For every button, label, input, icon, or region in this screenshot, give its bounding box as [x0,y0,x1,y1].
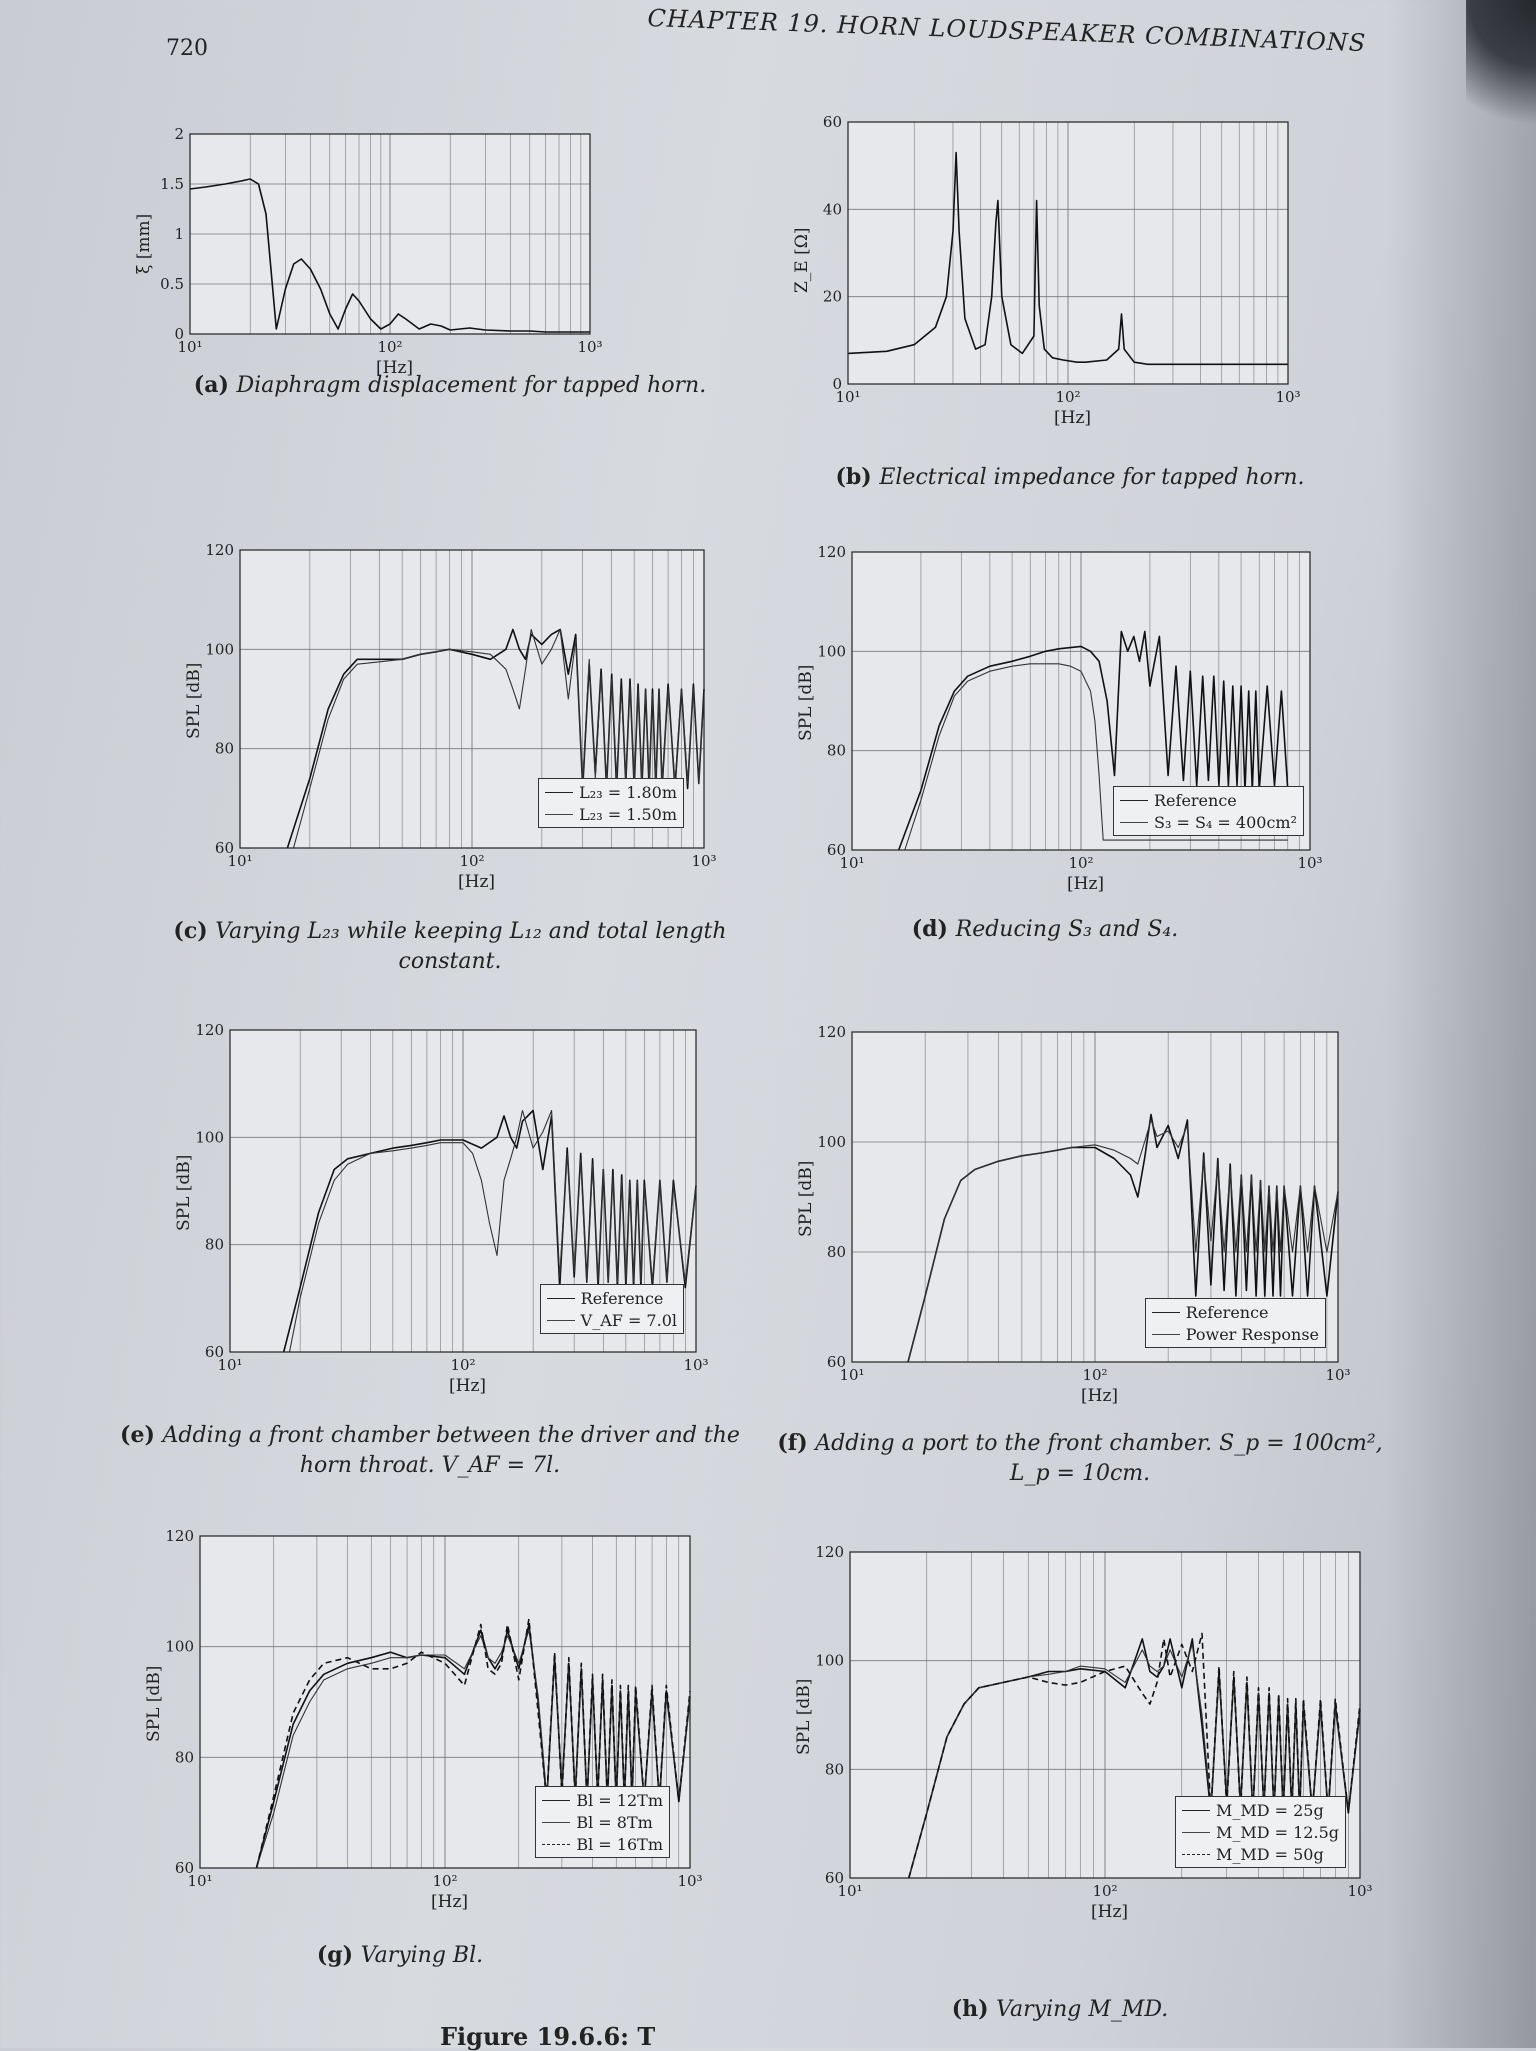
y-tick-label: 120 [817,1023,846,1041]
legend [535,1786,670,1858]
legend-label: M_MD = 25g [1215,1800,1324,1820]
legend [1113,786,1304,836]
x-tick-label: 10³ [1275,388,1301,406]
caption-f [760,1428,1400,1489]
caption-label: (a) [193,372,237,398]
x-tick-label: 10² [1055,388,1081,406]
y-tick-label: 60 [174,1859,194,1877]
y-tick-label: 80 [824,1760,844,1779]
panel-a [134,120,750,520]
x-tick-label: 10³ [683,1356,709,1374]
x-axis-label: [Hz] [1081,1386,1119,1406]
legend-entry [542,1789,663,1811]
legend-entry [545,803,677,825]
legend-entry [1182,1799,1339,1821]
panel-d [760,540,1330,960]
legend-swatch [1182,1854,1210,1855]
y-tick-label: 80 [826,1243,846,1261]
legend-swatch [545,814,573,815]
legend-entry [1182,1821,1339,1843]
y-axis-label: SPL [dB] [796,1160,816,1237]
y-tick-label: 60 [214,839,234,857]
legend [540,1284,684,1334]
y-tick-label: 80 [204,1235,224,1254]
chart-h [760,1540,1373,1994]
caption-text: Varying M_MD. [996,1997,1169,2022]
figure-label: Figure 19.6.6: T [440,2022,656,2051]
legend-label: L₂₃ = 1.80m [579,782,677,802]
x-tick-label: 10¹ [839,1366,865,1384]
y-tick-label: 2 [174,125,184,143]
legend-swatch [542,1844,570,1845]
legend-label: S₃ = S₄ = 400cm² [1154,812,1297,832]
y-tick-label: 0.5 [160,275,184,293]
legend-label: Bl = 16Tm [576,1834,663,1854]
y-tick-label: 100 [205,640,234,659]
chart-c [150,540,750,916]
y-tick-label: 60 [824,1869,844,1887]
y-tick-label: 0 [174,325,184,343]
legend-label: V_AF = 7.0l [580,1310,677,1330]
x-axis-label: [Hz] [1067,874,1105,894]
chart-a [150,120,750,370]
panel-b [790,110,1350,510]
chart-d [760,540,1330,914]
caption-a [150,370,750,401]
legend-swatch [542,1800,570,1801]
chart-f [760,1020,1351,1428]
x-tick-label: 10² [1092,1882,1118,1900]
caption-label: (g) [316,1942,361,1968]
y-tick-label: 100 [165,1637,194,1656]
legend-entry [1182,1843,1339,1865]
legend-entry [545,781,677,803]
x-tick-label: 10³ [1347,1882,1373,1900]
caption-b [790,462,1350,493]
x-axis-label: [Hz] [1091,1902,1129,1922]
x-tick-label: 10¹ [835,388,861,406]
caption-g [150,1940,650,1971]
caption-label: (f) [777,1430,816,1456]
legend [1175,1796,1346,1868]
legend-entry [542,1833,663,1855]
legend-entry [1120,811,1297,833]
x-tick-label: 10² [450,1356,476,1374]
y-axis-label: SPL [dB] [184,662,204,739]
y-tick-label: 100 [195,1128,224,1147]
caption-text: Adding a port to the front chamber. S_p = 100cm², L_p = 10cm. [815,1431,1383,1486]
y-tick-label: 60 [826,1353,846,1371]
x-tick-label: 10² [432,1872,458,1890]
caption-text: Varying L₂₃ while keeping L₁₂ and total length constant. [215,919,727,974]
y-axis-label: SPL [dB] [174,1154,194,1231]
y-tick-label: 120 [815,1543,844,1561]
x-tick-label: 10³ [677,1872,703,1890]
legend [1145,1298,1326,1348]
caption-label: (d) [911,916,956,942]
x-tick-label: 10³ [577,338,603,356]
caption-text: Electrical impedance for tapped horn. [879,465,1305,490]
caption-c [130,916,770,977]
y-axis-label: SPL [dB] [796,664,816,741]
legend-label: Reference [580,1288,664,1308]
caption-text: Varying Bl. [360,1943,484,1968]
x-tick-label: 10³ [1325,1366,1351,1384]
legend-swatch [1152,1334,1180,1335]
y-tick-label: 80 [214,739,234,758]
legend-swatch [1152,1312,1180,1313]
y-tick-label: 1.5 [160,175,184,193]
caption-text: Diaphragm displacement for tapped horn. [236,373,707,398]
x-tick-label: 10² [1068,854,1094,872]
legend-label: Bl = 12Tm [576,1790,663,1810]
legend-label: L₂₃ = 1.50m [579,804,677,824]
x-axis-label: [Hz] [458,872,496,892]
legend-entry [542,1811,663,1833]
y-tick-label: 40 [822,200,842,219]
running-head: CHAPTER 19. HORN LOUDSPEAKER COMBINATIONS [647,4,1367,58]
caption-e [120,1420,740,1481]
x-axis-label: [Hz] [1054,408,1092,428]
panel-g [110,1520,710,1970]
x-tick-label: 10¹ [839,854,865,872]
y-tick-label: 60 [822,113,842,131]
y-axis-label: SPL [dB] [794,1678,814,1755]
y-axis-label: ξ [mm] [134,213,154,274]
legend-swatch [1182,1832,1210,1833]
y-tick-label: 60 [204,1343,224,1361]
y-tick-label: 120 [817,543,846,561]
legend-swatch [1120,822,1148,823]
y-tick-label: 60 [826,841,846,859]
y-tick-label: 120 [205,541,234,559]
legend-entry [547,1287,677,1309]
x-tick-label: 10² [377,338,403,356]
legend-label: M_MD = 50g [1215,1844,1324,1864]
legend-label: Reference [1185,1302,1269,1322]
x-tick-label: 10¹ [227,852,253,870]
y-tick-label: 120 [165,1527,194,1545]
x-tick-label: 10² [459,852,485,870]
panel-f [760,1020,1383,1490]
x-tick-label: 10¹ [177,338,203,356]
legend-label: Reference [1154,790,1237,810]
y-tick-label: 20 [822,287,842,306]
legend-label: Bl = 8Tm [576,1812,653,1832]
legend-entry [1152,1323,1319,1345]
legend-label: Power Response [1185,1324,1319,1344]
y-tick-label: 80 [826,741,846,760]
legend-swatch [542,1822,570,1823]
y-axis-label: SPL [dB] [144,1665,164,1742]
panel-e [120,1020,740,1480]
panel-h [760,1540,1373,2022]
legend-swatch [1182,1810,1210,1811]
caption-label: (e) [120,1422,163,1448]
page-number: 720 [166,36,208,61]
legend [538,778,684,828]
caption-text: Reducing S₃ and S₄. [955,917,1179,942]
legend-swatch [547,1320,575,1321]
y-tick-label: 120 [195,1021,224,1039]
caption-label: (b) [835,464,880,490]
caption-label: (c) [173,918,216,944]
caption-text: Adding a front chamber between the driver and the horn throat. V_AF = 7l. [162,1423,740,1478]
x-tick-label: 10¹ [217,1356,243,1374]
legend-label: M_MD = 12.5g [1215,1822,1339,1842]
legend-swatch [545,792,573,793]
y-tick-label: 1 [174,225,184,243]
x-axis-label: [Hz] [376,358,414,378]
chart-g [110,1520,710,1940]
y-axis-label: Z_E [Ω] [792,227,812,293]
caption-label: (h) [951,1996,997,2022]
legend-swatch [547,1298,575,1299]
y-tick-label: 0 [832,375,842,393]
legend-swatch [1120,800,1148,801]
x-tick-label: 10¹ [837,1882,863,1900]
y-tick-label: 100 [817,1133,846,1151]
x-tick-label: 10³ [1297,854,1323,872]
y-tick-label: 100 [817,642,846,661]
panel-c [150,540,750,980]
x-axis-label: [Hz] [431,1892,469,1912]
legend-entry [547,1309,677,1331]
x-tick-label: 10² [1082,1366,1108,1384]
x-axis-label: [Hz] [449,1376,487,1396]
y-tick-label: 80 [174,1748,194,1767]
legend-entry [1152,1301,1319,1323]
caption-d [760,914,1330,945]
caption-h [760,1994,1360,2025]
chart-e [130,1020,730,1420]
legend-entry [1120,789,1297,811]
page-shadow [1386,0,1536,2048]
y-tick-label: 100 [815,1651,844,1670]
x-tick-label: 10³ [691,852,717,870]
x-tick-label: 10¹ [187,1872,213,1890]
page-corner-shadow [1466,0,1536,150]
